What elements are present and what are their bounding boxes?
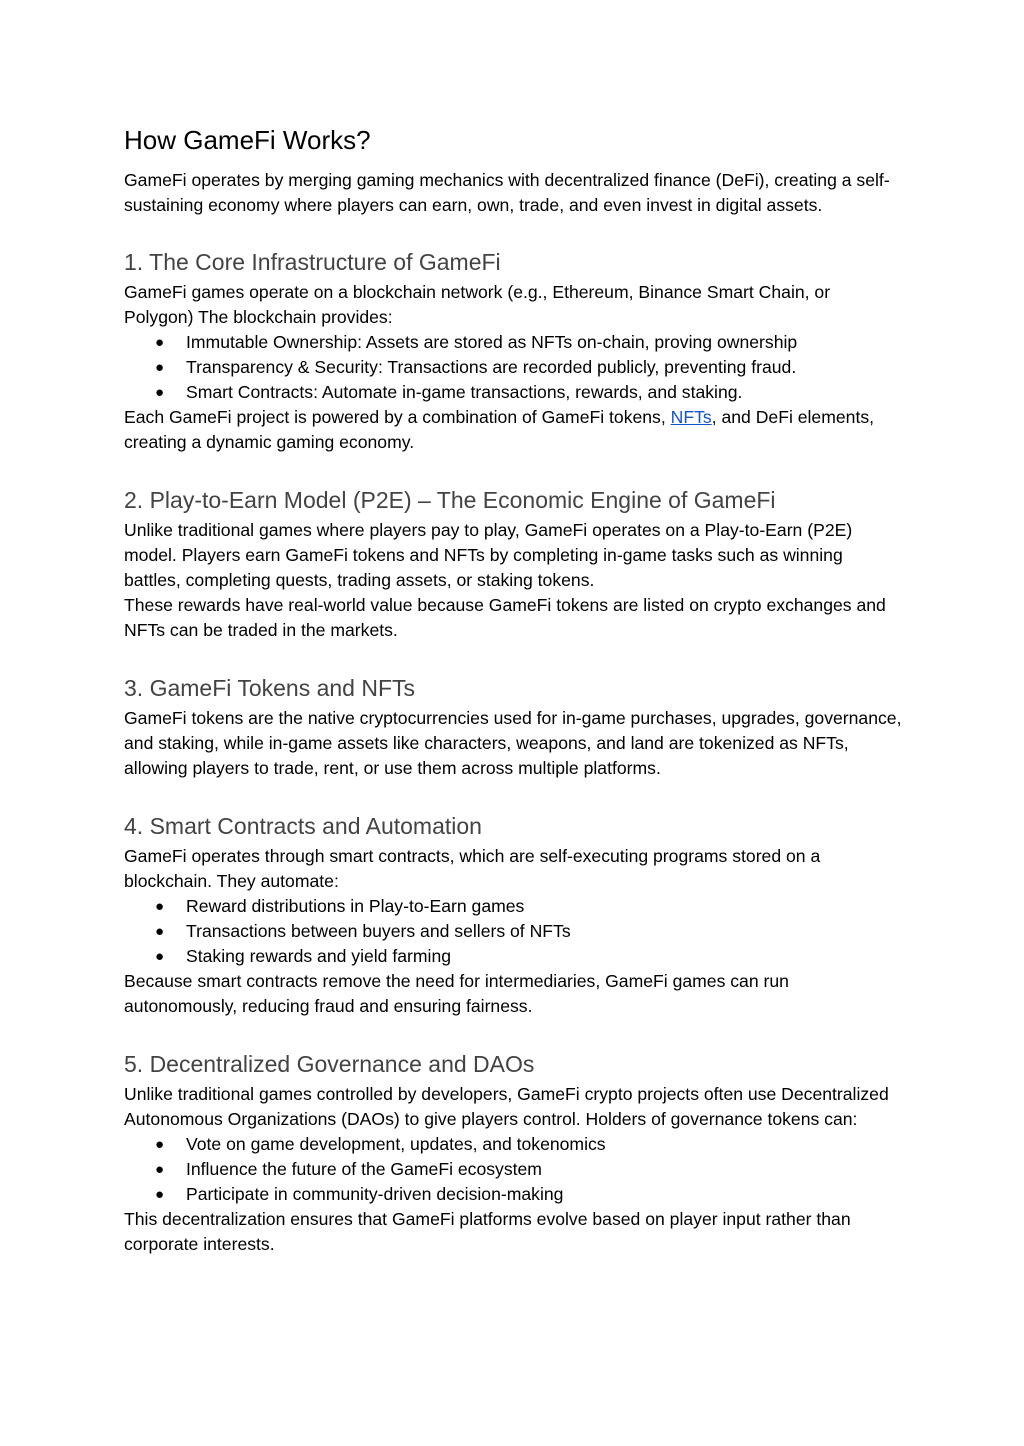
bullet-icon: ● [155, 923, 165, 940]
bullet-icon: ● [155, 1136, 165, 1153]
bullet-list [124, 894, 904, 969]
document-page [124, 120, 904, 1286]
section-heading: 5. Decentralized Governance and DAOs [124, 1051, 535, 1077]
section-heading: 3. GameFi Tokens and NFTs [124, 675, 416, 701]
section-core-infrastructure [124, 246, 904, 455]
list-item [124, 944, 904, 969]
section-heading: 4. Smart Contracts and Automation [124, 813, 482, 839]
bullet-icon: ● [155, 898, 165, 915]
bullet-list [124, 1132, 904, 1207]
list-item-text: Influence the future of the GameFi ecosystem [186, 1159, 542, 1179]
section-paragraph [124, 405, 904, 455]
section-heading: 2. Play-to-Earn Model (P2E) – The Economic Engine of GameFi [124, 487, 776, 513]
bullet-icon: ● [155, 1161, 165, 1178]
list-item [124, 1182, 904, 1207]
list-item-text: Transparency & Security: Transactions are recorded publicly, preventing fraud. [186, 357, 797, 377]
section-governance-daos [124, 1048, 904, 1257]
list-item-text: Transactions between buyers and sellers of NFTs [186, 921, 571, 941]
bullet-icon: ● [155, 948, 165, 965]
section-paragraph: GameFi operates through smart contracts, which are self-executing programs stored on a blockchain. They automate: [124, 846, 821, 891]
section-smart-contracts [124, 810, 904, 1019]
nfts-link[interactable]: NFTs [670, 407, 712, 427]
section-paragraph: This decentralization ensures that GameFi platforms evolve based on player input rather than corporate interests. [124, 1209, 851, 1254]
list-item-text: Participate in community-driven decision-making [186, 1184, 564, 1204]
section-paragraph: Unlike traditional games where players pay to play, GameFi operates on a Play-to-Earn (P2E) model. Players earn GameFi tokens and NFTs by completing in-game tasks such as winning battles, completing quests, trading assets, or staking tokens. [124, 520, 853, 590]
list-item-text: Staking rewards and yield farming [186, 946, 452, 966]
list-item [124, 1132, 904, 1157]
page-title: How GameFi Works? [124, 125, 371, 155]
bullet-icon: ● [155, 1186, 165, 1203]
paragraph-text: Each GameFi project is powered by a combination of GameFi tokens, [124, 407, 671, 427]
section-paragraph: GameFi games operate on a blockchain network (e.g., Ethereum, Binance Smart Chain, or Polygon) The blockchain provides: [124, 282, 831, 327]
section-paragraph: GameFi tokens are the native cryptocurrencies used for in-game purchases, upgrades, governance, and staking, while in-game assets like characters, weapons, and land are tokenized as NFTs, allowing players to trade, rent, or use them across multiple platforms. [124, 708, 902, 778]
bullet-icon: ● [155, 334, 165, 351]
list-item-text: Reward distributions in Play-to-Earn games [186, 896, 525, 916]
list-item [124, 330, 904, 355]
list-item-text: Vote on game development, updates, and tokenomics [186, 1134, 606, 1154]
list-item [124, 919, 904, 944]
bullet-icon: ● [155, 384, 165, 401]
section-play-to-earn [124, 484, 904, 643]
section-tokens-nfts [124, 672, 904, 781]
list-item [124, 1157, 904, 1182]
section-paragraph: Because smart contracts remove the need for intermediaries, GameFi games can run autonomously, reducing fraud and ensuring fairness. [124, 971, 789, 1016]
section-paragraph: These rewards have real-world value because GameFi tokens are listed on crypto exchanges and NFTs can be traded in the markets. [124, 595, 886, 640]
section-heading: 1. The Core Infrastructure of GameFi [124, 249, 501, 275]
bullet-list [124, 330, 904, 405]
list-item-text: Smart Contracts: Automate in-game transactions, rewards, and staking. [186, 382, 743, 402]
list-item [124, 894, 904, 919]
list-item [124, 355, 904, 380]
intro-paragraph: GameFi operates by merging gaming mechanics with decentralized finance (DeFi), creating a self-sustaining economy where players can earn, own, trade, and even invest in digital assets. [124, 170, 890, 215]
list-item [124, 380, 904, 405]
list-item-text: Immutable Ownership: Assets are stored as NFTs on-chain, proving ownership [186, 332, 798, 352]
bullet-icon: ● [155, 359, 165, 376]
section-paragraph: Unlike traditional games controlled by developers, GameFi crypto projects often use Decentralized Autonomous Organizations (DAOs) to give players control. Holders of governance tokens can: [124, 1084, 889, 1129]
paragraph-text: , and DeFi elements, creating a dynamic gaming economy. [124, 407, 875, 452]
